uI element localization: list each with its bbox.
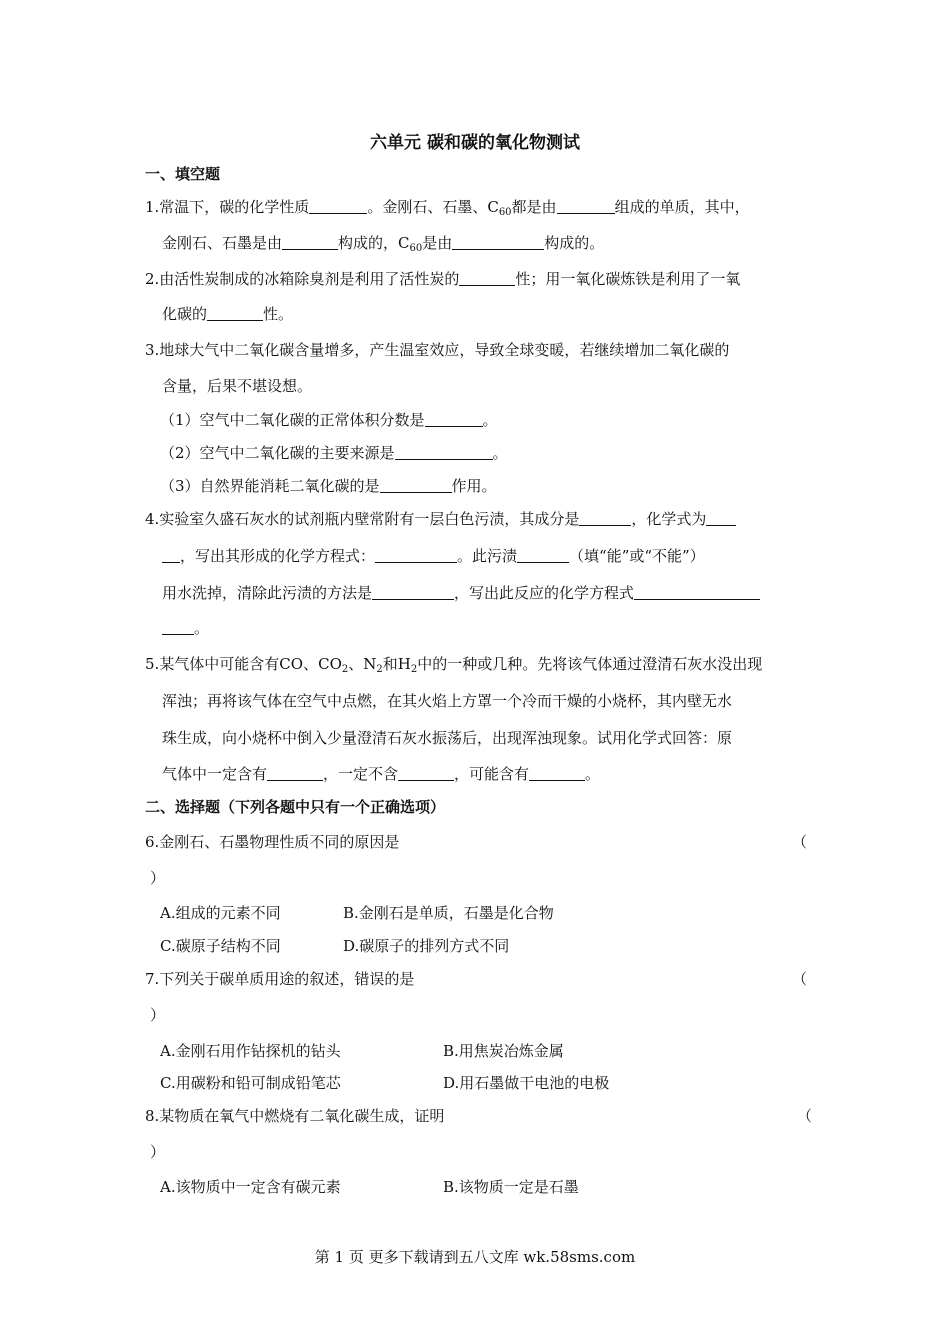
answer-blank[interactable] [459, 271, 515, 286]
answer-blank[interactable] [375, 548, 457, 563]
question-7-stem: 7.下列关于碳单质用途的叙述，错误的是 [145, 970, 415, 988]
question-5-line-2: 浑浊；再将该气体在空气中点燃，在其火焰上方罩一个冷而干燥的小烧杯，其内壁无水 [162, 692, 733, 710]
answer-blank[interactable] [634, 585, 760, 600]
answer-blank[interactable] [309, 199, 367, 214]
answer-blank[interactable] [425, 412, 483, 427]
section-heading-multiple-choice: 二、选择题（下列各题中只有一个正确选项） [145, 798, 446, 816]
option-8-b[interactable]: B.该物质一定是石墨 [443, 1178, 579, 1196]
answer-blank[interactable] [162, 620, 194, 635]
question-4-line-3: 用水洗掉，清除此污渍的方法是 ，写出此反应的化学方程式 [162, 582, 760, 603]
option-6-b[interactable]: B.金刚石是单质，石墨是化合物 [343, 904, 554, 922]
option-6-d[interactable]: D.碳原子的排列方式不同 [343, 937, 510, 955]
answer-blank[interactable] [529, 766, 585, 781]
answer-blank[interactable] [452, 235, 544, 250]
option-6-c[interactable]: C.碳原子结构不同 [160, 937, 281, 955]
question-4-line-2: ，写出其形成的化学方程式： 。此污渍 （填“能”或“不能”） [162, 545, 705, 566]
question-5-line-1: 5.某气体中可能含有CO、$CO_2$、$N_2$和$H_2$中的一种或几种。先将该气体通过澄清石灰水没出现 [145, 655, 763, 675]
question-3-sub-2: （2）空气中二氧化碳的主要来源是 。 [160, 444, 508, 462]
answer-blank[interactable] [380, 478, 452, 493]
answer-blank[interactable] [282, 235, 338, 250]
question-3-sub-3: （3）自然界能消耗二氧化碳的是 作用。 [160, 477, 497, 495]
question-4-line-1: 4.实验室久盛石灰水的试剂瓶内壁常附有一层白色污渍，其成分是 ，化学式为 [145, 508, 736, 529]
answer-blank[interactable] [372, 585, 454, 600]
answer-blank[interactable] [162, 548, 180, 563]
answer-blank[interactable] [267, 766, 323, 781]
answer-blank[interactable] [395, 445, 493, 460]
answer-paren-close: ） [150, 1006, 166, 1024]
question-1-line-2: 金刚石、石墨是由 构成的，$C_{60}$是由 构成的。 [162, 234, 605, 254]
question-4-line-4: 。 [162, 617, 209, 638]
question-1-line-1: 1.常温下，碳的化学性质 。金刚石、石墨、$C_{60}$都是由 组成的单质，其中， [145, 198, 750, 218]
question-3-line-2: 含量，后果不堪设想。 [162, 377, 313, 395]
question-8-stem: 8.某物质在氧气中燃烧有二氧化碳生成，证明 [145, 1107, 445, 1125]
page-title: 六单元 碳和碳的氧化物测试 [370, 133, 580, 153]
answer-paren-open: （ [792, 970, 808, 988]
answer-blank[interactable] [517, 548, 569, 563]
answer-blank[interactable] [207, 306, 263, 321]
option-8-a[interactable]: A.该物质中一定含有碳元素 [160, 1178, 341, 1196]
page-footer: 第 1 页 更多下载请到五八文库 wk.58sms.com [314, 1248, 636, 1266]
question-2-line-1: 2.由活性炭制成的冰箱除臭剂是利用了活性炭的 性；用一氧化碳炼铁是利用了一氧 [145, 270, 741, 288]
answer-blank[interactable] [557, 199, 615, 214]
answer-paren-open: （ [797, 1107, 813, 1125]
answer-paren-close: ） [150, 869, 166, 887]
option-6-a[interactable]: A.组成的元素不同 [160, 904, 281, 922]
question-5-line-3: 珠生成，向小烧杯中倒入少量澄清石灰水振荡后，出现浑浊现象。试用化学式回答：原 [162, 729, 733, 747]
answer-blank[interactable] [706, 511, 736, 526]
question-5-line-4: 气体中一定含有 ，一定不含 ，可能含有 。 [162, 765, 601, 783]
answer-paren-close: ） [150, 1143, 166, 1161]
option-7-d[interactable]: D.用石墨做干电池的电极 [443, 1074, 610, 1092]
question-3-line-1: 3.地球大气中二氧化碳含量增多，产生温室效应，导致全球变暖，若继续增加二氧化碳的 [145, 341, 730, 359]
option-7-b[interactable]: B.用焦炭冶炼金属 [443, 1042, 564, 1060]
answer-blank[interactable] [579, 511, 631, 526]
option-7-a[interactable]: A.金刚石用作钻探机的钻头 [160, 1042, 341, 1060]
question-6-stem: 6.金刚石、石墨物理性质不同的原因是 [145, 833, 400, 851]
answer-blank[interactable] [398, 766, 454, 781]
question-2-line-2: 化碳的 性。 [162, 305, 294, 323]
option-7-c[interactable]: C.用碳粉和铅可制成铅笔芯 [160, 1074, 341, 1092]
section-heading-fill-blank: 一、填空题 [145, 165, 221, 183]
question-3-sub-1: （1）空气中二氧化碳的正常体积分数是 。 [160, 411, 498, 429]
answer-paren-open: （ [792, 833, 808, 851]
